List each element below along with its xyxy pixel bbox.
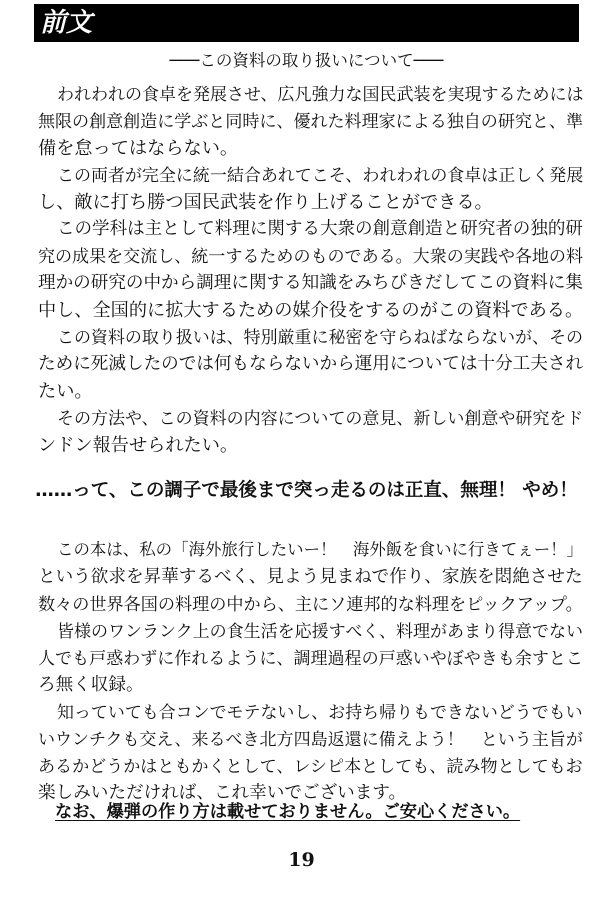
text-line: その方法や、この資料の内容についての意見、新しい創意や研究をド <box>57 409 584 429</box>
page-title: 前文 <box>40 8 93 38</box>
text-line: 中し、全国的に拡大するための媒介役をするのがこの資料である。 <box>38 300 584 321</box>
text-line: 究の成果を交流し、統一するためのものである。大衆の実践や各地の料 <box>38 247 583 267</box>
text-line: われわれの食卓を発展させ、広凡強力な国民武装を実現するためには <box>57 85 584 105</box>
text-line: し、敵に打ち勝つ国民武装を作り上げることができる。 <box>38 192 493 213</box>
text-line: 備を怠ってはならない。 <box>38 138 239 159</box>
text-line: ンドン報告せられたい。 <box>38 435 239 456</box>
text-line: 数々の世界各国の料理の中から、主にソ連邦的な料理をピックアップ。 <box>38 595 583 615</box>
text-line: あるかどうかはともかくとして、レシピ本としても、読み物としてもお <box>38 757 583 777</box>
text-line: ろ無く収録。 <box>38 675 144 695</box>
notice-underlined: なお、爆弾の作り方は載せておりません。ご安心ください。 <box>55 802 521 822</box>
text-line: この本は、私の「海外旅行したいー！ 海外飯を食いに行きてぇー！」 <box>57 540 584 559</box>
text-line: 皆様のワンランク上の食生活を応援すべく、料理があまり得意でない <box>57 622 583 642</box>
text-line: 無限の創意創造に学ぶと同時に、優れた料理家による独自の研究と、準 <box>38 112 583 132</box>
text-line: たい。 <box>38 381 93 402</box>
title-bar <box>34 4 579 42</box>
text-line: という欲求を昇華するべく、見よう見まねで作り、家族を悶絶させた <box>38 567 583 587</box>
text-line: いウンチクも交え、来るべき北方四島返還に備えよう！ という主旨が <box>38 730 583 750</box>
text-line: 知っていても合コンでモテないし、お持ち帰りもできないどうでもい <box>57 702 583 722</box>
text-line: ために死滅したのでは何もならないから運用については十分工夫され <box>38 354 584 374</box>
aside-heading: ……って、この調子で最後まで突っ走るのは正直、無理！ やめ！ <box>35 480 578 501</box>
subtitle: ───この資料の取り扱いについて─── <box>169 51 444 70</box>
text-line: この学科は主として料理に関する大衆の創意創造と研究者の独的研 <box>57 219 583 239</box>
text-line: 理かの研究の中から調理に関する知識をみちびきだしてこの資料に集 <box>38 273 583 293</box>
page-number: 19 <box>288 849 315 871</box>
text-line: 人でも戸惑わずに作れるように、調理過程の戸惑いやぼやきも余すとこ <box>38 649 583 669</box>
text-line: 楽しみいただければ、これ幸いでございます。 <box>38 783 407 803</box>
text-line: この資料の取り扱いは、特別厳重に秘密を守らねばならないが、その <box>57 328 584 348</box>
text-line: この両者が完全に統一結合あれてこそ、われわれの食卓は正しく発展 <box>57 166 584 186</box>
